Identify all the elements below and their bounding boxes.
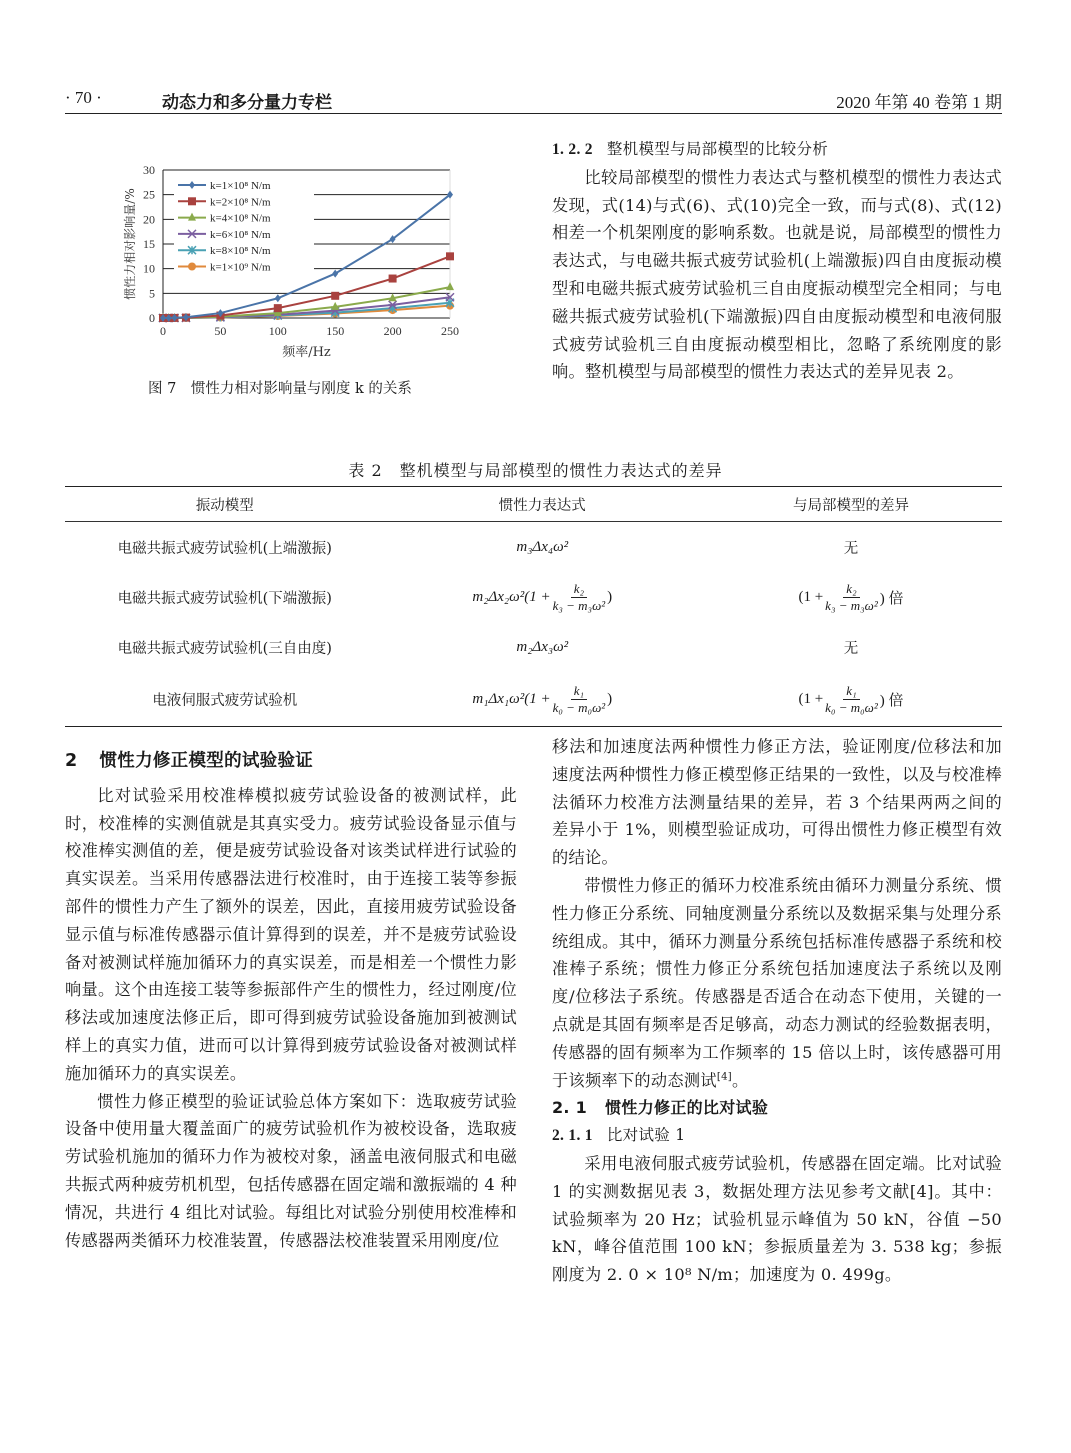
heading-text: 整机模型与局部模型的比较分析 [606, 140, 829, 158]
expression-cell: m₁Δx₁ω²(1 + $\frac{\text{k₁}}{\text{k₀ − m₀ω²}}$ ) [385, 672, 700, 727]
paragraph: 比较局部模型的惯性力表达式与整机模型的惯性力表达式发现，式(14)与式(6)、式(10)完全一致，而与式(8)、式(12)相差一个机架刚度的影响系数。也就是说，局部模型的惯性力表达式，与电磁共振式疲劳试验机(上端激振)四自由度振动模型和电磁共振式疲劳试验机三自由度振动模型完全相同；与电磁共振式疲劳试验机(下端激振)四自由度振动模型和电液伺服式疲劳试验机三自由度振动模型相比，忽略了系统刚度的影响。整机模型与局部模型的惯性力表达式的差异见表 2。 [552, 167, 1002, 382]
paragraph: 移法和加速度法两种惯性力修正方法，验证刚度/位移法和加速度法两种惯性力修正模型修正结果的一致性，以及与校准棒法循环力校准方法测量结果的差异，若 3 个结果两两之间的差异小于 1%，则模型验证成功，可得出惯性力修正模型有效的结论。 [552, 737, 1002, 868]
citation: [4] [716, 1071, 732, 1083]
subsection-heading-2-1: 2. 1 惯性力修正的比对试验 [552, 1098, 769, 1118]
column-header: 惯性力表达式 [385, 487, 700, 522]
paragraph: 惯性力修正模型的验证试验总体方案如下：选取疲劳试验设备中使用量大覆盖面广的疲劳试验机作为被校设备，选取疲劳试验机施加的循环力作为被校对象，涵盖电液伺服式和电磁共振式两种疲劳机机型，包括传感器在固定端和激振端的 4 种情况，共进行 4 组比对试验。每组比对试验分别使用校准棒和传感器两类循环力校准装置，传感器法校准装置采用刚度/位 [65, 1091, 517, 1250]
y-tick-label: 15 [143, 237, 155, 251]
legend-label: k=2×10⁸ N/m [210, 196, 271, 209]
model-cell: 电液伺服式疲劳试验机 [65, 672, 385, 727]
paragraph: 采用电液伺服式疲劳试验机，传感器在固定端。比对试验 1 的实测数据见表 3，数据处理方法见参考文献[4]。其中：试验频率为 20 Hz；试验机显示峰值为 50 kN，谷值 −50 kN，峰谷值范围 100 kN；参振质量差为 3. 538 kg；参振刚度为 2. 0 × 10⁸ N/m；加速度为 0. 499g。 [552, 1153, 1002, 1285]
right-column-bottom [552, 733, 1002, 1289]
y-tick-label: 25 [143, 187, 155, 202]
data-point [389, 275, 397, 283]
fraction: $\frac{\text{k₁}}{\text{k₀ − m₀ω²}}$ [552, 682, 606, 715]
table-header-row [65, 487, 1002, 522]
section-heading-2: 2 惯性力修正模型的试验验证 [65, 751, 314, 771]
x-tick-label: 150 [326, 324, 345, 338]
subsection-heading-2-1-1: 2. 1. 1 比对试验 1 [552, 1126, 686, 1145]
fraction: $\frac{\text{k₂}}{\text{k₃ − m₃ω²}}$ [825, 580, 878, 613]
subsection-heading-1-2-2 [552, 136, 1002, 164]
difference-cell: (1 + $\frac{\text{k₂}}{\text{k₃ − m₃ω²}}$ ) 倍 [798, 580, 904, 613]
data-point [446, 282, 454, 290]
figure-caption: 图 7 惯性力相对影响量与刚度 k 的关系 [148, 381, 412, 397]
y-tick-label: 5 [149, 286, 155, 301]
x-tick-label: 250 [441, 324, 459, 338]
table-row [65, 672, 1002, 727]
x-tick-label: 100 [268, 324, 287, 338]
y-tick-label: 10 [143, 261, 155, 276]
fraction: $\frac{\text{k₁}}{\text{k₀ − m₀ω²}}$ [825, 682, 878, 715]
model-cell: 电磁共振式疲劳试验机(下端激振) [117, 590, 332, 607]
legend-label: k=8×10⁸ N/m [210, 245, 271, 258]
data-point [331, 292, 339, 300]
y-tick-label: 0 [149, 311, 155, 325]
x-axis-label: 频率/Hz [282, 345, 331, 360]
figure-7-chart [120, 158, 460, 366]
left-column-bottom [65, 748, 517, 1254]
data-point [188, 197, 196, 205]
data-point [188, 263, 196, 271]
issue-info: 2020 年第 40 卷第 1 期 [836, 93, 1002, 112]
difference-cell: 无 [843, 640, 859, 657]
data-point [274, 304, 282, 312]
page-number: · 70 · [65, 88, 102, 107]
paragraph: 带惯性力修正的循环力校准系统由循环力测量分系统、惯性力修正分系统、同轴度测量分系统以及数据采集与处理分系统组成。其中，循环力测量分系统包括标准传感器子系统和校准棒子系统；惯性力修正分系统包括加速度法子系统以及刚度/位移法子系统。传感器是否适合在动态下使用，关键的一点就是其固有频率是否足够高，动态力测试的经验数据表明，传感器的固有频率为工作频率的 15 倍以上时，该传感器可用于该频率下的动态测试[4]。 [552, 875, 1002, 1090]
header-rule [65, 113, 1002, 114]
expression-cell: m₂Δx₂ω²(1 + $\frac{\text{k₂}}{\text{k₃ − m₃ω²}}$ ) [472, 580, 613, 613]
table-title: 表 2 整机模型与局部模型的惯性力表达式的差异 [348, 461, 723, 480]
data-point [332, 270, 338, 278]
x-tick-label: 0 [160, 324, 166, 338]
table-2 [65, 486, 1002, 727]
model-cell: 电磁共振式疲劳试验机(上端激振) [117, 540, 332, 557]
data-point [446, 252, 454, 260]
line-chart [120, 158, 460, 366]
y-axis-label: 惯性力相对影响量/% [123, 188, 137, 300]
data-point [275, 294, 281, 302]
expression-cell: m₃Δx₄ω² [516, 538, 569, 555]
right-column-top [552, 136, 1002, 386]
fraction: $\frac{\text{k₂}}{\text{k₃ − m₃ω²}}$ [552, 580, 606, 613]
x-tick-label: 50 [214, 324, 227, 338]
x-tick-label: 200 [383, 324, 402, 338]
heading-number: 1. 2. 2 [552, 141, 593, 158]
legend-label: k=1×10⁹ N/m [210, 261, 271, 274]
y-tick-label: 20 [143, 212, 155, 227]
table-row [65, 622, 1002, 672]
column-header: 与局部模型的差异 [700, 487, 1002, 522]
column-title: 动态力和多分量力专栏 [162, 93, 332, 113]
model-cell: 电磁共振式疲劳试验机(三自由度) [117, 640, 332, 657]
paragraph: 比对试验采用校准棒模拟疲劳试验设备的被测试样，此时，校准棒的实测值就是其真实受力。疲劳试验设备显示值与校准棒实测值的差，便是疲劳试验设备对该类试样进行试验的真实误差。当采用传感器法进行校准时，由于连接工装等参振部件的惯性力产生了额外的误差，因此，直接用疲劳试验设备显示值与标准传感器示值计算得到的误差，并不是疲劳试验设备对被测试样施加循环力的真实误差，而是相差一个惯性力影响量。这个由连接工装等参振部件产生的惯性力，经过刚度/位移法或加速度法修正后，即可得到疲劳试验设备施加到被测试样上的真实力值，进而可以计算得到疲劳试验设备对被测试样施加循环力的真实误差。 [65, 785, 517, 1083]
table-row [65, 572, 1002, 622]
difference-cell: 无 [843, 540, 859, 557]
column-header: 振动模型 [65, 487, 385, 522]
table-row [65, 522, 1002, 573]
difference-cell: (1 + $\frac{\text{k₁}}{\text{k₀ − m₀ω²}}$ ) 倍 [700, 672, 1002, 727]
legend-label: k=1×10⁸ N/m [210, 180, 271, 192]
y-tick-label: 30 [143, 163, 155, 177]
legend-label: k=6×10⁸ N/m [210, 228, 271, 241]
legend-label: k=4×10⁸ N/m [210, 212, 271, 225]
expression-cell: m₂Δx₃ω² [516, 638, 569, 655]
